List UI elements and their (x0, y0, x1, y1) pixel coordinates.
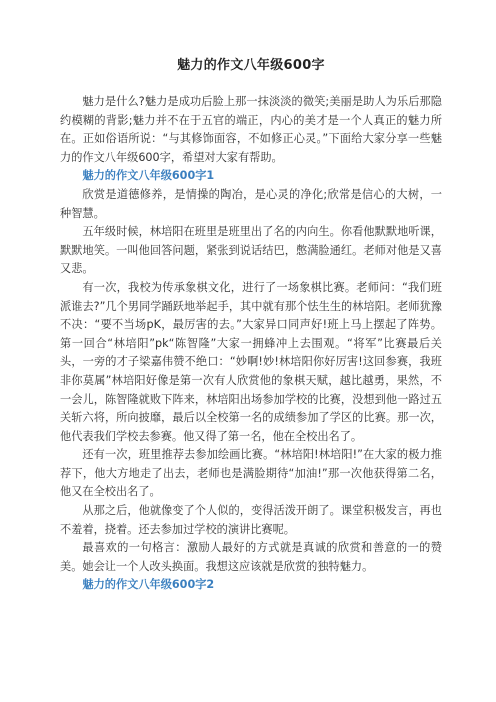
paragraph: 五年级时候，林培阳在班里是班里出了名的内向生。你看他默默地听课，默默地笑。一叫他回答问题，紧张到说话结巴，憋满脸通红。老师对他是又喜又悲。 (60, 225, 442, 276)
paragraph: 从那之后，他就像变了个人似的，变得活泼开朗了。课堂积极发言，再也不羞着，挠着。还去参加过学校的演讲比赛呢。 (60, 504, 442, 536)
document-title: 魅力的作文八年级600字 (177, 58, 325, 73)
intro-paragraph: 魅力是什么?魅力是成功后脸上那一抹淡淡的微笑;美丽是助人为乐后那隐约模糊的背影;魅力并不在于五官的端正，内心的美才是一个人真正的魅力所在。正如俗语所说：“与其修饰面容，不如修正心灵。”下面给大家分享一些魅力的作文八年级600字，希望对大家有帮助。 (60, 95, 442, 164)
section-heading-1: 魅力的作文八年级600字1 (82, 169, 215, 183)
paragraph: 欣赏是道德修养，是情操的陶冶，是心灵的净化;欣常是信心的大树，一种智慧。 (60, 187, 442, 220)
paragraph: 有一次，我校为传承象棋文化，进行了一场象棋比赛。老师问：“我们班派谁去?”几个男同学踊跃地举起手，其中就有那个怯生生的林培阳。老师犹豫不决：“要不当场pK，最厉害的去。”大家异口同声好!班上马上摆起了阵势。第一回合“林培阳”pk“陈智隆”大家一拥蜂冲上去围观。“将军”比赛最后关头，一旁的才子梁嘉伟赞不绝口：“妙啊!妙!林培阳你好厉害!这回参赛，我班非你莫属”林培阳好像是第一次有人欣赏他的象棋天赋，越比越勇，果然，不一会儿，陈智隆就败下阵来，林培阳出场参加学校的比赛，没想到他一路过五关斩六将，所向披靡，最后以全校第一名的成绩参加了学区的比赛。那一次，他代表我们学校去参赛。他又得了第一名，他在全校出名了。 (60, 280, 442, 443)
section-heading-2: 魅力的作文八年级600字2 (82, 578, 215, 592)
paragraph: 最喜欢的一句格言：激励人最好的方式就是真诚的欣赏和善意的一的赞美。她会让一个人改头换面。我想这应该就是欣赏的独特魅力。 (60, 541, 442, 573)
paragraph: 还有一次，班里推荐去参加绘画比赛。“林培阳!林培阳!”在大家的极力推荐下，他大方地走了出去，老师也是满脸期待“加油!”那一次他获得第二名，他又在全校出名了。 (60, 448, 442, 499)
